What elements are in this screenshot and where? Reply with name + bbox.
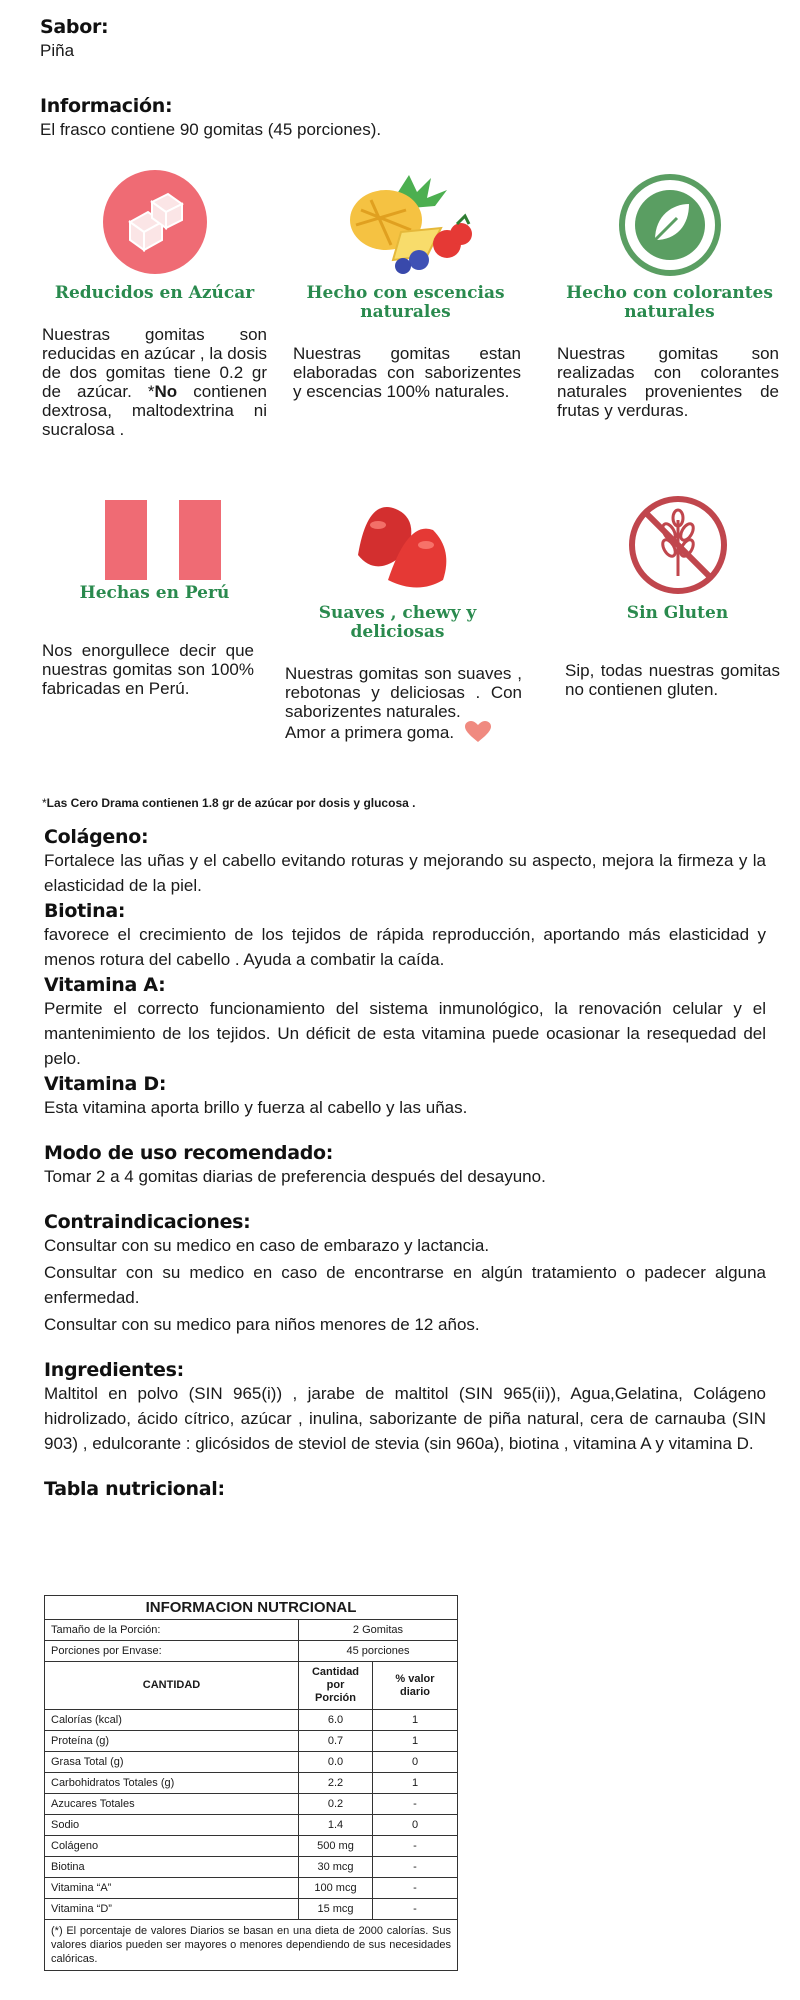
nutrient-dv: - xyxy=(373,1878,458,1899)
vitamina-a-label: Vitamina A: xyxy=(44,974,166,996)
nutrient-name: Grasa Total (g) xyxy=(45,1752,299,1773)
modo-uso-label: Modo de uso recomendado: xyxy=(44,1142,334,1164)
nutrient-name: Colágeno xyxy=(45,1836,299,1857)
envase-value: 45 porciones xyxy=(299,1641,458,1662)
feature-natural-colors xyxy=(557,170,782,420)
nutrient-dv: - xyxy=(373,1899,458,1920)
feature-natural-essences xyxy=(293,170,521,401)
modo-uso-text: Tomar 2 a 4 gomitas diarias de preferencia después del desayuno. xyxy=(44,1167,546,1186)
feature-desc: Nuestras gomitas son realizadas con colorantes naturales provenientes de frutas y verduras. xyxy=(557,344,779,420)
no-gluten-icon xyxy=(623,490,733,600)
feature-title: Hecho con colorantes naturales xyxy=(566,283,773,322)
nutrient-amount: 500 mg xyxy=(299,1836,373,1857)
nutrient-name: Vitamina “D” xyxy=(45,1899,299,1920)
product-details xyxy=(44,826,766,1500)
nutrition-table xyxy=(44,1595,458,1971)
colageno-text: Fortalece las uñas y el cabello evitando roturas y mejorando su aspecto, mejora la firmeza y la elasticidad de la piel. xyxy=(44,851,766,895)
nutrient-dv: 0 xyxy=(373,1815,458,1836)
col-porcion: Cantidad por Porción xyxy=(299,1662,373,1710)
porcion-value: 2 Gomitas xyxy=(299,1620,458,1641)
contraindicacion-1: Consultar con su medico en caso de embarazo y lactancia. xyxy=(44,1236,490,1255)
contraindicacion-2: Consultar con su medico en caso de encontrarse en algún tratamiento o padecer alguna enfermedad. xyxy=(44,1263,766,1307)
nutrient-amount: 0.0 xyxy=(299,1752,373,1773)
feature-reduced-sugar xyxy=(42,170,267,439)
nutrient-amount: 0.2 xyxy=(299,1794,373,1815)
biotina-label: Biotina: xyxy=(44,900,126,922)
col-cantidad: CANTIDAD xyxy=(45,1662,299,1710)
nutrient-amount: 6.0 xyxy=(299,1710,373,1731)
colageno-label: Colágeno: xyxy=(44,826,149,848)
envase-label: Porciones por Envase: xyxy=(45,1641,299,1662)
nutrient-amount: 30 mcg xyxy=(299,1857,373,1878)
col-valor: % valor diario xyxy=(373,1662,458,1710)
table-row xyxy=(45,1710,458,1731)
fruits-icon xyxy=(331,170,481,280)
informacion-section xyxy=(40,95,381,142)
table-row xyxy=(45,1794,458,1815)
nutrient-name: Calorías (kcal) xyxy=(45,1710,299,1731)
sabor-section xyxy=(40,16,108,63)
table-row xyxy=(45,1836,458,1857)
nutrient-dv: 1 xyxy=(373,1710,458,1731)
nutrient-name: Carbohidratos Totales (g) xyxy=(45,1773,299,1794)
contraindicacion-3: Consultar con su medico para niños menores de 12 años. xyxy=(44,1315,480,1334)
table-row xyxy=(45,1773,458,1794)
feature-made-in-peru xyxy=(42,490,267,698)
ingredientes-label: Ingredientes: xyxy=(44,1359,184,1381)
nutrient-amount: 15 mcg xyxy=(299,1899,373,1920)
table-row xyxy=(45,1641,458,1662)
contraindicaciones-label: Contraindicaciones: xyxy=(44,1211,251,1233)
nutrient-amount: 0.7 xyxy=(299,1731,373,1752)
feature-desc: Nuestras gomitas son reducidas en azúcar , la dosis de dos gomitas tiene 0.2 gr de azúcar. *No contienen dextrosa, maltodextrina ni sucralosa . xyxy=(42,325,268,439)
table-row xyxy=(45,1731,458,1752)
nutrient-dv: - xyxy=(373,1857,458,1878)
nutrient-name: Sodio xyxy=(45,1815,299,1836)
nutrient-dv: - xyxy=(373,1794,458,1815)
table-row xyxy=(45,1857,458,1878)
feature-desc: Nos enorgullece decir que nuestras gomitas son 100% fabricadas en Perú. xyxy=(42,641,254,698)
table-row xyxy=(45,1620,458,1641)
feature-title: Sin Gluten xyxy=(626,603,729,623)
vitamina-d-text: Esta vitamina aporta brillo y fuerza al cabello y las uñas. xyxy=(44,1098,468,1117)
nutrient-amount: 1.4 xyxy=(299,1815,373,1836)
feature-title: Reducidos en Azúcar xyxy=(54,283,255,303)
table-row xyxy=(45,1878,458,1899)
feature-desc: Nuestras gomitas estan elaboradas con saborizentes y escencias 100% naturales. xyxy=(293,344,521,401)
feature-title: Suaves , chewy y deliciosas xyxy=(318,603,477,642)
sugar-cubes-icon xyxy=(100,170,210,280)
nutrient-name: Proteína (g) xyxy=(45,1731,299,1752)
nutrition-table-title: INFORMACION NUTRCIONAL xyxy=(45,1596,458,1620)
nutrition-footnote: (*) El porcentaje de valores Diarios se basan en una dieta de 2000 calorías. Sus valores diarios pueden ser mayores o menores dependiendo de sus necesidades calóricas. xyxy=(45,1920,458,1971)
gummy-candy-icon xyxy=(328,490,468,600)
porcion-label: Tamaño de la Porción: xyxy=(45,1620,299,1641)
peru-flag-icon xyxy=(85,490,225,580)
nutrient-dv: 1 xyxy=(373,1731,458,1752)
vitamina-a-text: Permite el correcto funcionamiento del sistema inmunológico, la renovación celular y el mantenimiento de los tejidos. Un déficit de esta vitamina puede ocasionar la resequedad del pelo. xyxy=(44,999,766,1068)
ingredientes-text: Maltitol en polvo (SIN 965(i)) , jarabe de maltitol (SIN 965(ii)), Agua,Gelatina, Colágeno hidrolizado, ácido cítrico, azúcar , inulina, saborizante de piña natural, cera de carnauba (SIN 903) , edulcorante : glicósidos de steviol de stevia (sin 960a), biotina , vitamina A y vitamina D. xyxy=(44,1384,766,1453)
table-row xyxy=(45,1899,458,1920)
nutrient-dv: - xyxy=(373,1836,458,1857)
table-row xyxy=(45,1815,458,1836)
vitamina-d-label: Vitamina D: xyxy=(44,1073,167,1095)
feature-desc: Nuestras gomitas son suaves , rebotonas y deliciosas . Con saborizentes naturales. Amor a primera goma. xyxy=(285,664,522,742)
table-header-row xyxy=(45,1662,458,1710)
sabor-value: Piña xyxy=(40,41,75,60)
feature-title: Hecho con escencias naturales xyxy=(306,283,505,322)
feature-gluten-free xyxy=(565,490,790,699)
nutrient-name: Azucares Totales xyxy=(45,1794,299,1815)
nutrient-dv: 1 xyxy=(373,1773,458,1794)
biotina-text: favorece el crecimiento de los tejidos de rápida reproducción, aportando más elasticidad y menos rotura del cabello . Ayuda a combatir la caída. xyxy=(44,925,766,969)
feature-soft-chewy xyxy=(285,490,522,743)
nutrient-amount: 2.2 xyxy=(299,1773,373,1794)
sugar-note: *Las Cero Drama contienen 1.8 gr de azúcar por dosis y glucosa . xyxy=(42,796,416,810)
nutrient-amount: 100 mcg xyxy=(299,1878,373,1899)
feature-desc: Sip, todas nuestras gomitas no contienen gluten. xyxy=(565,661,780,699)
tabla-label: Tabla nutricional: xyxy=(44,1478,225,1500)
informacion-label: Información: xyxy=(40,95,173,117)
nutrient-name: Vitamina “A” xyxy=(45,1878,299,1899)
sabor-label: Sabor: xyxy=(40,16,109,38)
nutrient-dv: 0 xyxy=(373,1752,458,1773)
heart-icon xyxy=(465,721,491,743)
leaf-icon xyxy=(615,170,725,280)
feature-title: Hechas en Perú xyxy=(79,583,230,603)
table-row xyxy=(45,1752,458,1773)
informacion-value: El frasco contiene 90 gomitas (45 porciones). xyxy=(40,120,382,139)
nutrient-name: Biotina xyxy=(45,1857,299,1878)
